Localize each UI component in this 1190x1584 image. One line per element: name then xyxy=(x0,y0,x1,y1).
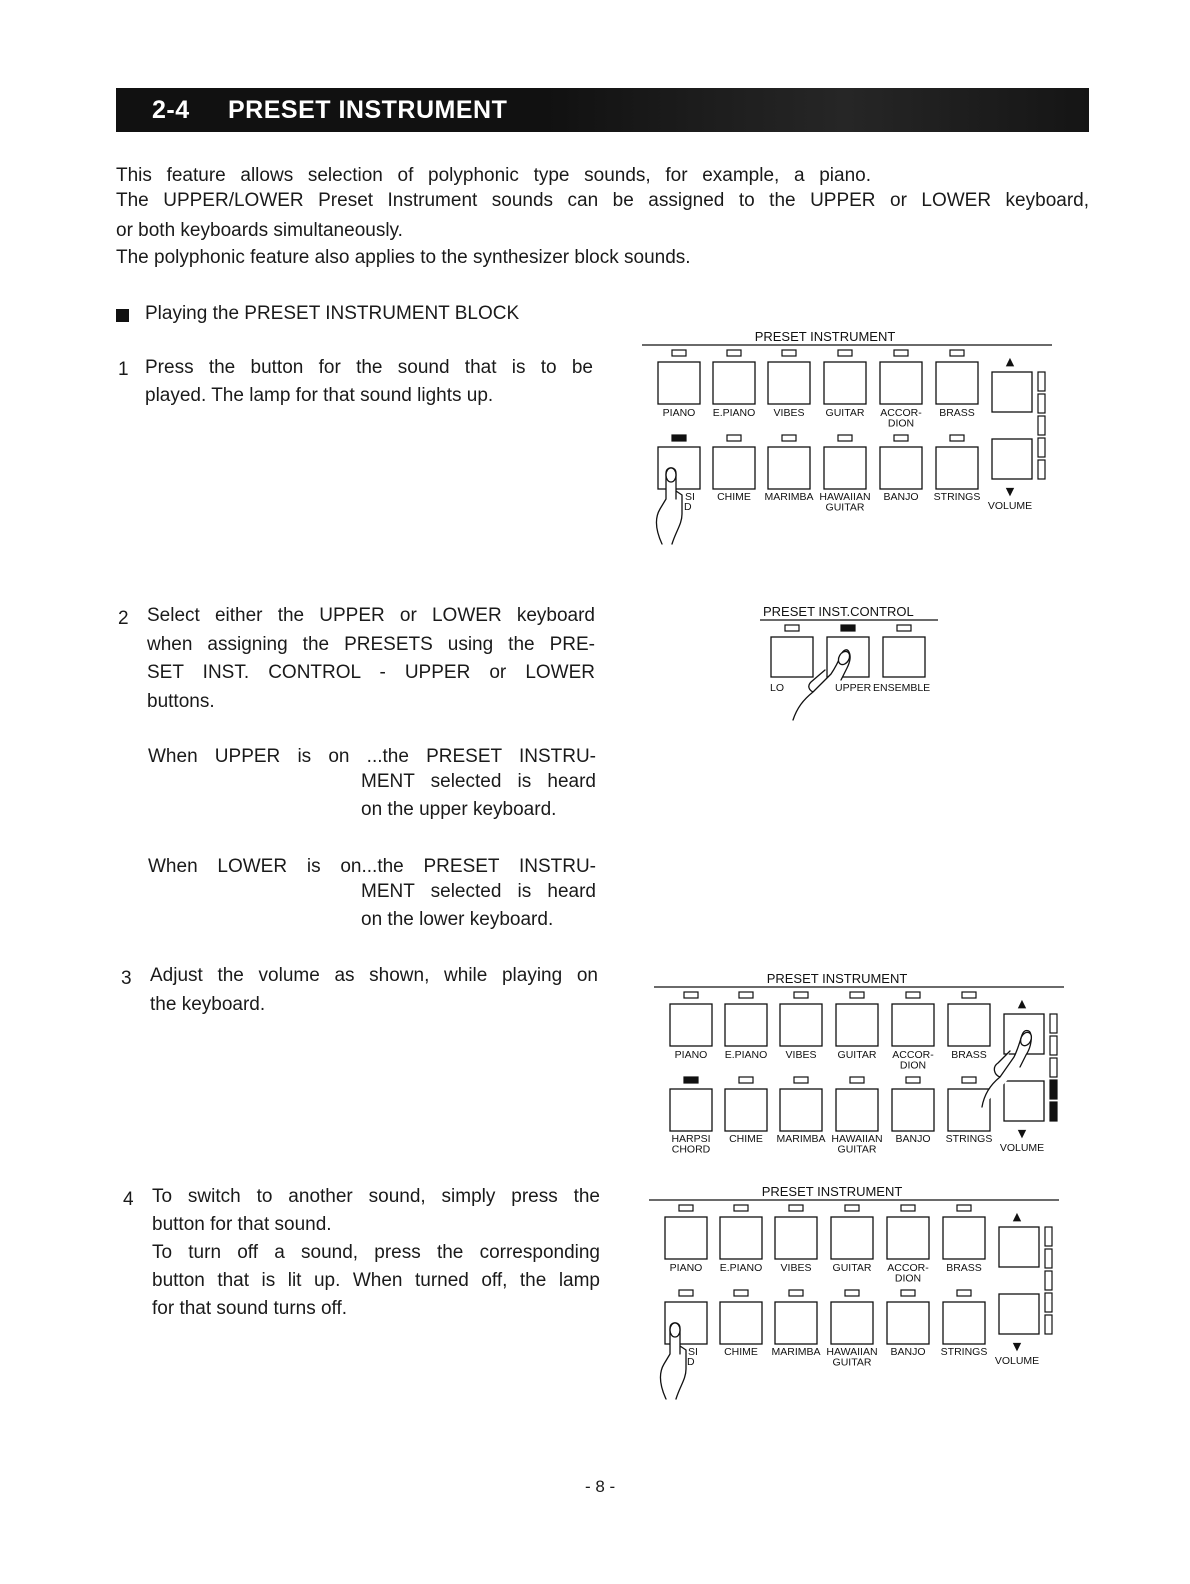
instrument-label-bottom-1-line-2: CHORD xyxy=(671,1143,711,1156)
lamp-top-2 xyxy=(734,1205,748,1211)
instrument-label-bottom-4-line-2: GUITAR xyxy=(837,1143,877,1156)
instrument-label-top-2: E.PIANO xyxy=(724,1049,768,1061)
instrument-button-top-4 xyxy=(831,1217,873,1259)
lamp-bottom-6 xyxy=(950,435,964,441)
instrument-button-bottom-1 xyxy=(670,1089,712,1131)
instrument-label-bottom-6: STRINGS xyxy=(940,1346,988,1358)
panel-title: PRESET INSTRUMENT xyxy=(754,329,896,344)
instrument-label-bottom-4-line-1: HAWAIIAN xyxy=(831,1133,883,1145)
ensemble-button xyxy=(883,637,925,677)
harpsichord-label-partial-1: SI xyxy=(688,1346,698,1358)
down-arrow-icon: ▼ xyxy=(1005,485,1015,498)
instrument-label-top-4: GUITAR xyxy=(825,407,865,419)
step-2-number: 2 xyxy=(118,608,129,629)
instrument-label-top-2: E.PIANO xyxy=(712,407,756,419)
instrument-label-top-3: VIBES xyxy=(780,1262,812,1274)
instrument-button-top-5 xyxy=(887,1217,929,1259)
instrument-button-top-3 xyxy=(775,1217,817,1259)
lamp-bottom-5 xyxy=(894,435,908,441)
preset-instrument-diagram-4 xyxy=(637,1180,1067,1415)
instrument-button-top-6 xyxy=(948,1004,990,1046)
volume-meter-segment-3 xyxy=(1050,1058,1057,1077)
instrument-label-top-6: BRASS xyxy=(939,407,975,419)
panel-title: PRESET INSTRUMENT xyxy=(761,1184,903,1199)
instrument-button-top-1 xyxy=(658,362,700,404)
instrument-button-top-4 xyxy=(824,362,866,404)
instrument-button-bottom-5 xyxy=(892,1089,934,1131)
ensemble-lamp xyxy=(897,625,911,631)
lamp-bottom-3 xyxy=(789,1290,803,1296)
lower-note-cont-1: MENT selected is heard xyxy=(361,881,596,902)
intro-line-1: This feature allows selection of polyphonic type sounds, for example, a piano. xyxy=(116,165,871,186)
instrument-button-top-1 xyxy=(665,1217,707,1259)
instrument-button-bottom-5 xyxy=(880,447,922,489)
step-3-line-2: the keyboard. xyxy=(150,994,266,1015)
instrument-button-bottom-2 xyxy=(725,1089,767,1131)
volume-meter-segment-1 xyxy=(1050,1014,1057,1033)
lamp-top-4 xyxy=(850,992,864,998)
instrument-label-bottom-5: BANJO xyxy=(890,1346,926,1358)
instrument-label-bottom-4-line-1: HAWAIIAN xyxy=(819,491,871,503)
up-arrow-icon: ▲ xyxy=(1017,997,1027,1010)
instrument-label-top-6: BRASS xyxy=(951,1049,987,1061)
preset-inst-control-diagram xyxy=(755,600,955,725)
volume-meter-segment-2 xyxy=(1050,1036,1057,1055)
page-number: - 8 - xyxy=(585,1477,616,1496)
step-1-line-2: played. The lamp for that sound lights up. xyxy=(145,385,494,406)
preset-instrument-diagram-1 xyxy=(630,325,1060,560)
up-arrow-icon: ▲ xyxy=(1012,1210,1022,1223)
instrument-button-top-2 xyxy=(713,362,755,404)
instrument-label-top-5-line-2: DION xyxy=(899,1059,927,1072)
lamp-top-2 xyxy=(727,350,741,356)
step-4-line-1: To switch to another sound, simply press the xyxy=(152,1186,600,1207)
step-3-line-1: Adjust the volume as shown, while playing on xyxy=(150,965,598,986)
volume-down-button xyxy=(1004,1081,1044,1121)
instrument-label-top-1: PIANO xyxy=(669,1262,703,1274)
instrument-label-top-1: PIANO xyxy=(662,407,696,419)
instrument-label-top-5-line-2: DION xyxy=(887,417,915,430)
volume-meter-segment-3 xyxy=(1038,416,1045,435)
instrument-button-bottom-4 xyxy=(824,447,866,489)
instrument-label-bottom-3: MARIMBA xyxy=(776,1133,826,1145)
upper-button-label: UPPER xyxy=(835,682,872,694)
instrument-button-bottom-5 xyxy=(887,1302,929,1344)
lamp-top-1 xyxy=(679,1205,693,1211)
instrument-label-bottom-3: MARIMBA xyxy=(771,1346,821,1358)
step-2-line-1: Select either the UPPER or LOWER keyboard xyxy=(147,605,595,626)
lower-note-cont-2: on the lower keyboard. xyxy=(361,909,554,930)
instrument-button-top-1 xyxy=(670,1004,712,1046)
instrument-label-top-5-line-1: ACCOR- xyxy=(892,1049,934,1061)
section-number: 2-4 xyxy=(152,96,190,124)
lamp-top-5 xyxy=(906,992,920,998)
lower-button xyxy=(771,637,813,677)
instrument-label-top-5-line-1: ACCOR- xyxy=(880,407,922,419)
lamp-top-4 xyxy=(845,1205,859,1211)
lamp-top-1 xyxy=(684,992,698,998)
harpsichord-label-partial-2: D xyxy=(687,1356,695,1368)
step-2-line-2: when assigning the PRESETS using the PRE- xyxy=(147,634,595,655)
control-panel-title: PRESET INST.CONTROL xyxy=(763,604,914,619)
lamp-bottom-6 xyxy=(957,1290,971,1296)
volume-meter-segment-5 xyxy=(1038,460,1045,479)
lamp-bottom-3 xyxy=(782,435,796,441)
lamp-bottom-4 xyxy=(838,435,852,441)
lamp-bottom-4 xyxy=(850,1077,864,1083)
volume-label: VOLUME xyxy=(994,1355,1040,1367)
lamp-top-6 xyxy=(962,992,976,998)
up-arrow-icon: ▲ xyxy=(1005,355,1015,368)
instrument-button-bottom-3 xyxy=(775,1302,817,1344)
lamp-top-1 xyxy=(672,350,686,356)
volume-up-button xyxy=(992,372,1032,412)
intro-line-3: or both keyboards simultaneously. xyxy=(116,220,403,241)
harpsichord-label-partial-1: SI xyxy=(685,491,695,503)
instrument-button-bottom-6 xyxy=(936,447,978,489)
volume-down-button xyxy=(999,1294,1039,1334)
lower-lamp xyxy=(785,625,799,631)
instrument-button-bottom-3 xyxy=(768,447,810,489)
upper-note-cont-1: MENT selected is heard xyxy=(361,771,596,792)
section-heading: Playing the PRESET INSTRUMENT BLOCK xyxy=(145,303,520,324)
down-arrow-icon: ▼ xyxy=(1017,1127,1027,1140)
lamp-top-3 xyxy=(789,1205,803,1211)
instrument-label-bottom-2: CHIME xyxy=(729,1133,763,1145)
volume-meter-segment-1 xyxy=(1045,1227,1052,1246)
volume-label: VOLUME xyxy=(999,1142,1045,1154)
lamp-top-6 xyxy=(950,350,964,356)
lamp-top-4 xyxy=(838,350,852,356)
instrument-label-top-4: GUITAR xyxy=(832,1262,872,1274)
volume-label: VOLUME xyxy=(987,500,1033,512)
instrument-label-bottom-2: CHIME xyxy=(717,491,751,503)
instrument-label-bottom-4-line-2: GUITAR xyxy=(832,1356,872,1369)
step-4-line-3: To turn off a sound, press the corresponding xyxy=(152,1242,600,1263)
volume-meter-segment-5 xyxy=(1045,1315,1052,1334)
lamp-bottom-4 xyxy=(845,1290,859,1296)
instrument-label-top-5-line-2: DION xyxy=(894,1272,922,1285)
instrument-label-bottom-3: MARIMBA xyxy=(764,491,814,503)
volume-meter-segment-4 xyxy=(1038,438,1045,457)
lamp-bottom-2 xyxy=(739,1077,753,1083)
lamp-bottom-5 xyxy=(906,1077,920,1083)
lamp-bottom-1 xyxy=(672,435,686,441)
step-2-line-4: buttons. xyxy=(147,691,215,712)
step-1-line-1: Press the button for the sound that is to be xyxy=(145,357,593,378)
lamp-bottom-2 xyxy=(734,1290,748,1296)
lamp-bottom-2 xyxy=(727,435,741,441)
ensemble-button-label: ENSEMBLE xyxy=(873,682,931,694)
upper-note-lead: When UPPER is on ...the PRESET INSTRU- xyxy=(148,746,596,767)
instrument-label-bottom-4-line-1: HAWAIIAN xyxy=(826,1346,878,1358)
instrument-button-top-6 xyxy=(936,362,978,404)
instrument-button-bottom-4 xyxy=(831,1302,873,1344)
instrument-label-top-4: GUITAR xyxy=(837,1049,877,1061)
instrument-label-top-1: PIANO xyxy=(674,1049,708,1061)
instrument-button-top-4 xyxy=(836,1004,878,1046)
instrument-label-bottom-2: CHIME xyxy=(724,1346,758,1358)
instrument-label-top-6: BRASS xyxy=(946,1262,982,1274)
instrument-button-top-6 xyxy=(943,1217,985,1259)
instrument-button-top-3 xyxy=(768,362,810,404)
instrument-button-bottom-6 xyxy=(943,1302,985,1344)
lower-button-label: LO xyxy=(770,682,785,694)
lamp-bottom-5 xyxy=(901,1290,915,1296)
volume-meter-segment-1 xyxy=(1038,372,1045,391)
upper-note-cont-2: on the upper keyboard. xyxy=(361,799,557,820)
instrument-button-bottom-6 xyxy=(948,1089,990,1131)
volume-down-button xyxy=(992,439,1032,479)
instrument-label-bottom-1-line-1: HARPSI xyxy=(671,1133,711,1145)
volume-meter-segment-4 xyxy=(1045,1293,1052,1312)
volume-meter-segment-5 xyxy=(1050,1102,1057,1121)
intro-line-2: The UPPER/LOWER Preset Instrument sounds can be assigned to the UPPER or LOWER keyboard, xyxy=(116,190,1089,211)
step-4-number: 4 xyxy=(123,1189,134,1210)
step-3-number: 3 xyxy=(121,968,132,989)
instrument-label-top-2: E.PIANO xyxy=(719,1262,763,1274)
instrument-label-bottom-4-line-2: GUITAR xyxy=(825,501,865,514)
volume-meter-segment-2 xyxy=(1045,1249,1052,1268)
volume-meter-segment-3 xyxy=(1045,1271,1052,1290)
down-arrow-icon: ▼ xyxy=(1012,1340,1022,1353)
intro-line-4: The polyphonic feature also applies to the synthesizer block sounds. xyxy=(116,247,691,268)
lamp-top-6 xyxy=(957,1205,971,1211)
preset-instrument-diagram-3 xyxy=(642,967,1072,1167)
instrument-button-top-5 xyxy=(892,1004,934,1046)
instrument-button-bottom-4 xyxy=(836,1089,878,1131)
instrument-button-bottom-1 xyxy=(658,447,700,489)
lamp-top-5 xyxy=(901,1205,915,1211)
volume-meter-segment-2 xyxy=(1038,394,1045,413)
instrument-label-bottom-5: BANJO xyxy=(883,491,919,503)
step-4-line-2: button for that sound. xyxy=(152,1214,332,1235)
section-title: PRESET INSTRUMENT xyxy=(228,96,508,124)
volume-up-button xyxy=(999,1227,1039,1267)
lamp-bottom-1 xyxy=(679,1290,693,1296)
volume-meter-segment-4 xyxy=(1050,1080,1057,1099)
lamp-top-3 xyxy=(782,350,796,356)
lamp-top-2 xyxy=(739,992,753,998)
instrument-label-top-3: VIBES xyxy=(773,407,805,419)
square-bullet-icon xyxy=(116,309,129,322)
instrument-button-top-5 xyxy=(880,362,922,404)
harpsichord-label-partial-2: D xyxy=(684,501,692,513)
panel-title: PRESET INSTRUMENT xyxy=(766,971,908,986)
instrument-label-top-5-line-1: ACCOR- xyxy=(887,1262,929,1274)
instrument-button-top-2 xyxy=(725,1004,767,1046)
instrument-label-bottom-6: STRINGS xyxy=(945,1133,993,1145)
instrument-label-bottom-5: BANJO xyxy=(895,1133,931,1145)
lower-note-lead: When LOWER is on...the PRESET INSTRU- xyxy=(148,856,596,877)
lamp-bottom-1 xyxy=(684,1077,698,1083)
instrument-button-bottom-2 xyxy=(713,447,755,489)
instrument-label-top-3: VIBES xyxy=(785,1049,817,1061)
step-2-line-3: SET INST. CONTROL - UPPER or LOWER xyxy=(147,662,595,683)
lamp-top-3 xyxy=(794,992,808,998)
instrument-label-bottom-6: STRINGS xyxy=(933,491,981,503)
upper-lamp xyxy=(841,625,855,631)
lamp-bottom-3 xyxy=(794,1077,808,1083)
lamp-bottom-6 xyxy=(962,1077,976,1083)
step-1-number: 1 xyxy=(118,359,129,380)
lamp-top-5 xyxy=(894,350,908,356)
instrument-button-bottom-2 xyxy=(720,1302,762,1344)
step-4-line-5: for that sound turns off. xyxy=(152,1298,348,1319)
instrument-button-top-2 xyxy=(720,1217,762,1259)
instrument-button-bottom-3 xyxy=(780,1089,822,1131)
step-4-line-4: button that is lit up. When turned off, the lamp xyxy=(152,1270,600,1291)
instrument-button-top-3 xyxy=(780,1004,822,1046)
